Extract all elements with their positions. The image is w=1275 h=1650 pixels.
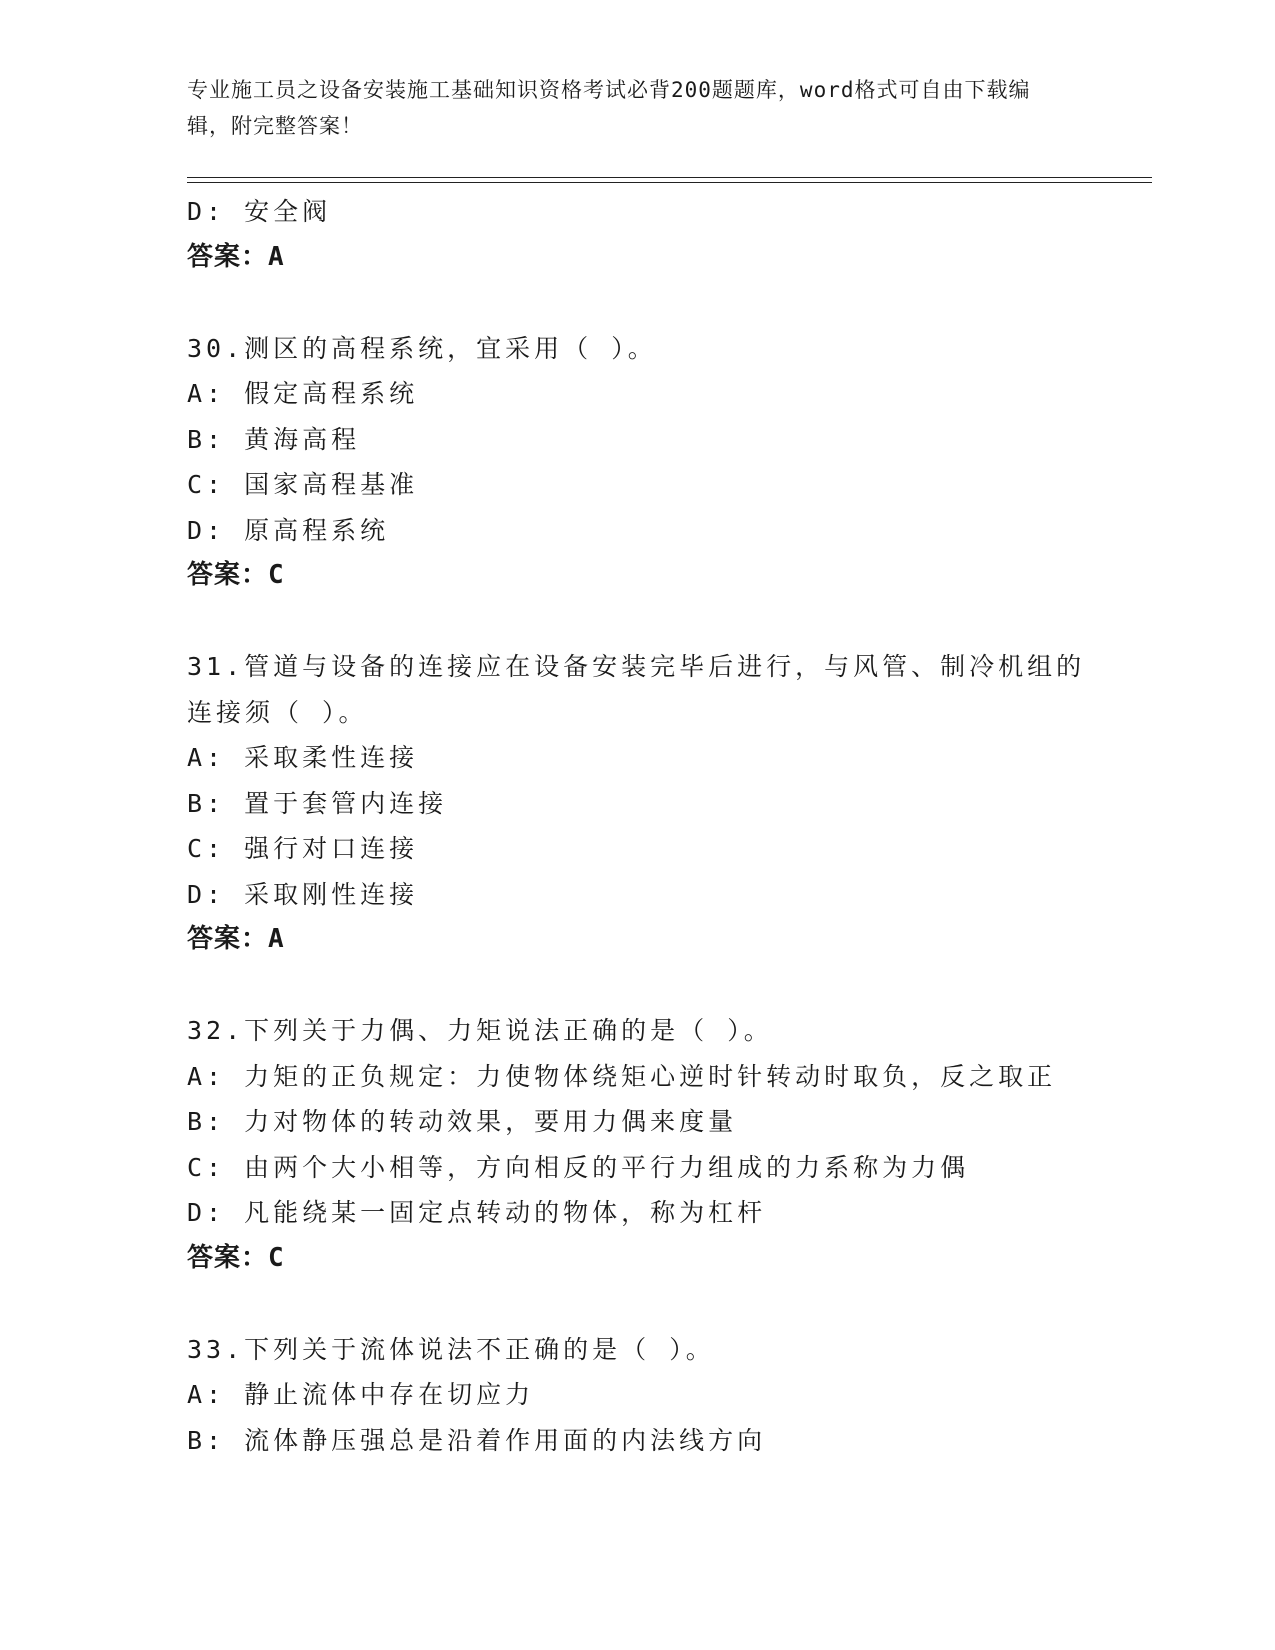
option-d: D: 凡能绕某一固定点转动的物体，称为杠杆	[187, 1198, 767, 1227]
question-stem: 30.测区的高程系统，宜采用（ ）。	[187, 333, 657, 363]
answer-line: 答案：C	[187, 1242, 285, 1273]
question-stem: 32.下列关于力偶、力矩说法正确的是（ ）。	[187, 1016, 773, 1045]
option-d: D: 采取刚性连接	[187, 879, 419, 909]
document-body	[187, 189, 1087, 1463]
answer-line: 答案：C	[187, 560, 285, 590]
option-a: A: 静止流体中存在切应力	[187, 1380, 535, 1409]
option-a: A: 假定高程系统	[187, 379, 419, 408]
page-header: 专业施工员之设备安装施工基础知识资格考试必背200题题库，word格式可自由下载编辑，附完整答案！	[187, 78, 1031, 138]
option-c: C: 由两个大小相等，方向相反的平行力组成的力系称为力偶	[187, 1152, 970, 1182]
option-c: C: 强行对口连接	[187, 834, 419, 863]
option-b: B: 力对物体的转动效果，要用力偶来度量	[187, 1107, 738, 1136]
header-rule-top	[187, 177, 1152, 178]
question-stem: 33.下列关于流体说法不正确的是（ ）。	[187, 1334, 715, 1364]
option-d: D: 安全阀	[187, 197, 332, 226]
option-d: D: 原高程系统	[187, 515, 390, 545]
option-a: A: 力矩的正负规定：力使物体绕矩心逆时针转动时取负，反之取正	[187, 1061, 1057, 1091]
option-c: C: 国家高程基准	[187, 470, 419, 499]
option-b: B: 流体静压强总是沿着作用面的内法线方向	[187, 1425, 767, 1455]
answer-line: 答案：A	[187, 241, 285, 272]
option-a: A: 采取柔性连接	[187, 743, 419, 772]
question-stem: 31.管道与设备的连接应在设备安装完毕后进行，与风管、制冷机组的连接须（ ）。	[187, 652, 1086, 727]
option-b: B: 置于套管内连接	[187, 788, 448, 818]
header-rule-bottom	[187, 182, 1152, 183]
answer-line: 答案：A	[187, 924, 285, 954]
option-b: B: 黄海高程	[187, 424, 361, 454]
